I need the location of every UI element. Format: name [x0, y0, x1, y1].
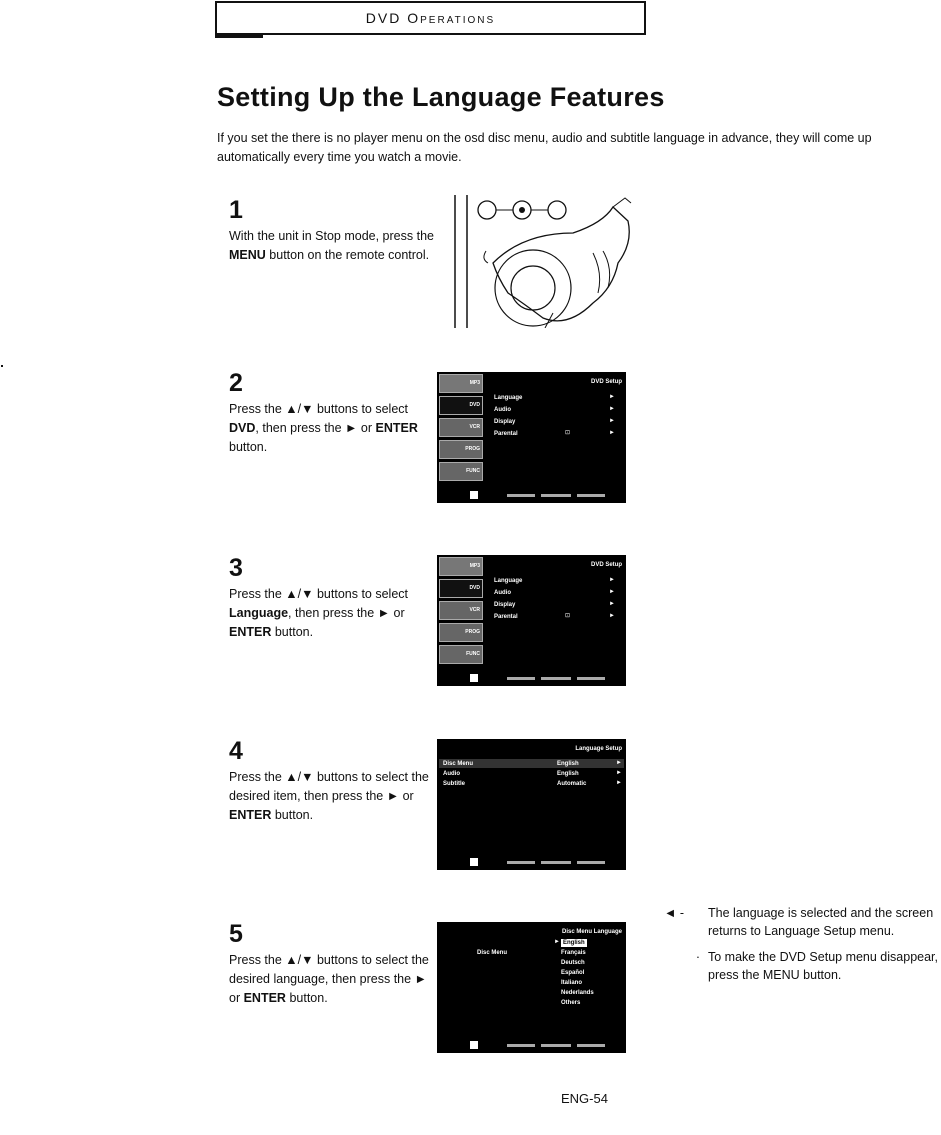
right-arrow-icon: ► — [609, 589, 615, 595]
menu-item-display: Display — [494, 602, 516, 608]
notes — [664, 904, 941, 992]
vcr-tab: VCR — [439, 418, 483, 437]
lock-icon: ⊡ — [565, 430, 571, 436]
step-text-emphasis: DVD — [229, 421, 256, 435]
screen-footer-hints — [437, 487, 626, 503]
step-4-number: 4 — [229, 737, 243, 765]
note-bullet: · — [695, 950, 700, 964]
dvd-tab: DVD — [439, 396, 483, 415]
button-hint-icons — [437, 854, 626, 870]
language-option: Italiano — [561, 980, 583, 986]
step-text-part: button on the remote control. — [265, 248, 430, 262]
intro-paragraph: If you set the there is no player menu on the osd disc menu, audio and subtitle language in advance, they will come up automatically every time you watch a movie. — [217, 131, 872, 164]
language-option: Français — [561, 950, 586, 956]
step-text-part: , then press the ► or — [255, 421, 376, 435]
menu-item-language: Language — [494, 395, 523, 401]
note-item — [664, 904, 941, 940]
step-text-emphasis: ENTER — [375, 421, 418, 435]
note-text: The language is selected and the screen returns to Language Setup menu. — [708, 906, 934, 938]
menu-item-parental: Parental — [494, 431, 518, 437]
button-hint-icons — [437, 670, 626, 686]
prog-tab: PROG — [439, 440, 483, 459]
step-5-number: 5 — [229, 920, 243, 948]
step-text-part: Press the ▲/▼ buttons to select — [229, 402, 408, 416]
step-3-number: 3 — [229, 554, 243, 582]
screen-footer-hints — [437, 854, 626, 870]
right-arrow-icon: ► — [609, 613, 615, 619]
right-arrow-icon: ► — [609, 406, 615, 412]
step-text-part: Press the ▲/▼ buttons to select — [229, 587, 408, 601]
remote-control-illustration — [453, 193, 641, 328]
section-header: DVD Operations — [215, 1, 646, 35]
menu-item-audio: Audio — [494, 590, 511, 596]
func-tab: FUNC — [439, 645, 483, 664]
dvd-setup-screen — [437, 372, 626, 503]
screen-title: Disc Menu Language — [561, 929, 622, 935]
note-text: To make the DVD Setup menu disappear, press the MENU button. — [708, 950, 938, 982]
language-option: Nederlands — [561, 990, 594, 996]
menu-item-display: Display — [494, 419, 516, 425]
menu-item-language: Language — [494, 578, 523, 584]
menu-item-audio: Audio — [494, 407, 511, 413]
page-number: ENG-54 — [561, 1091, 608, 1106]
step-text-part: button. — [271, 625, 314, 639]
screen-title: Language Setup — [575, 746, 622, 752]
language-option: Español — [561, 970, 585, 976]
value-subtitle: Automatic — [557, 781, 587, 787]
step-text-part: Press the ▲/▼ buttons to select the desired item, then press the ► or — [229, 770, 429, 803]
right-arrow-icon: ► — [609, 394, 615, 400]
dvd-tab: DVD — [439, 579, 483, 598]
remote-hand-icon — [453, 193, 641, 328]
step-text-part: button. — [285, 991, 328, 1005]
setting-disc-menu: Disc Menu — [443, 761, 474, 767]
step-text-part: button. — [271, 808, 314, 822]
right-arrow-icon: ► — [616, 770, 622, 776]
language-option: Others — [561, 1000, 581, 1006]
menu-item-parental: Parental — [494, 614, 518, 620]
language-option-selected: English — [563, 940, 585, 946]
right-arrow-icon: ► — [616, 760, 622, 766]
margin-mark — [1, 365, 3, 367]
step-text-part: Press the ▲/▼ buttons to select the desired language, then press the ► or — [229, 953, 429, 1005]
step-3-text — [229, 585, 439, 642]
step-text-part: , then press the ► or — [288, 606, 405, 620]
step-text-emphasis: ENTER — [243, 991, 286, 1005]
setting-audio: Audio — [443, 771, 460, 777]
disc-menu-label: Disc Menu — [477, 950, 508, 956]
step-text-emphasis: ENTER — [229, 625, 272, 639]
func-tab: FUNC — [439, 462, 483, 481]
setting-subtitle: Subtitle — [443, 781, 465, 787]
value-disc-menu: English — [557, 761, 579, 767]
step-4-text — [229, 768, 439, 825]
step-text-emphasis: MENU — [229, 248, 266, 262]
note-bullet: ◄ - — [664, 906, 685, 920]
step-1-text — [229, 227, 439, 265]
step-2-number: 2 — [229, 369, 243, 397]
dvd-setup-screen-language — [437, 555, 626, 686]
language-option: Deutsch — [561, 960, 585, 966]
screen-footer-hints — [437, 1037, 626, 1053]
screen-footer-hints — [437, 670, 626, 686]
header-rule — [215, 35, 263, 38]
note-item — [664, 948, 941, 984]
vcr-tab: VCR — [439, 601, 483, 620]
value-audio: English — [557, 771, 579, 777]
prog-tab: PROG — [439, 623, 483, 642]
step-text-part: With the unit in Stop mode, press the — [229, 229, 434, 243]
mp3-tab: MP3 — [439, 557, 483, 576]
step-1-number: 1 — [229, 196, 243, 224]
step-5-text — [229, 951, 439, 1008]
right-arrow-icon: ► — [609, 430, 615, 436]
mp3-tab: MP3 — [439, 374, 483, 393]
screen-title: DVD Setup — [590, 562, 622, 568]
step-text-part: button. — [229, 440, 268, 454]
selected-arrow-icon: ► — [554, 939, 560, 945]
disc-menu-language-screen — [437, 922, 626, 1053]
right-arrow-icon: ► — [609, 418, 615, 424]
page-title: Setting Up the Language Features — [217, 82, 665, 112]
button-hint-icons — [437, 1037, 626, 1053]
right-arrow-icon: ► — [609, 601, 615, 607]
right-arrow-icon: ► — [616, 780, 622, 786]
lock-icon: ⊡ — [565, 613, 571, 619]
button-hint-icons — [437, 487, 626, 503]
step-text-emphasis: ENTER — [229, 808, 272, 822]
step-2-text — [229, 400, 439, 457]
screen-title: DVD Setup — [590, 379, 622, 385]
language-setup-screen — [437, 739, 626, 870]
right-arrow-icon: ► — [609, 577, 615, 583]
step-text-emphasis: Language — [229, 606, 289, 620]
